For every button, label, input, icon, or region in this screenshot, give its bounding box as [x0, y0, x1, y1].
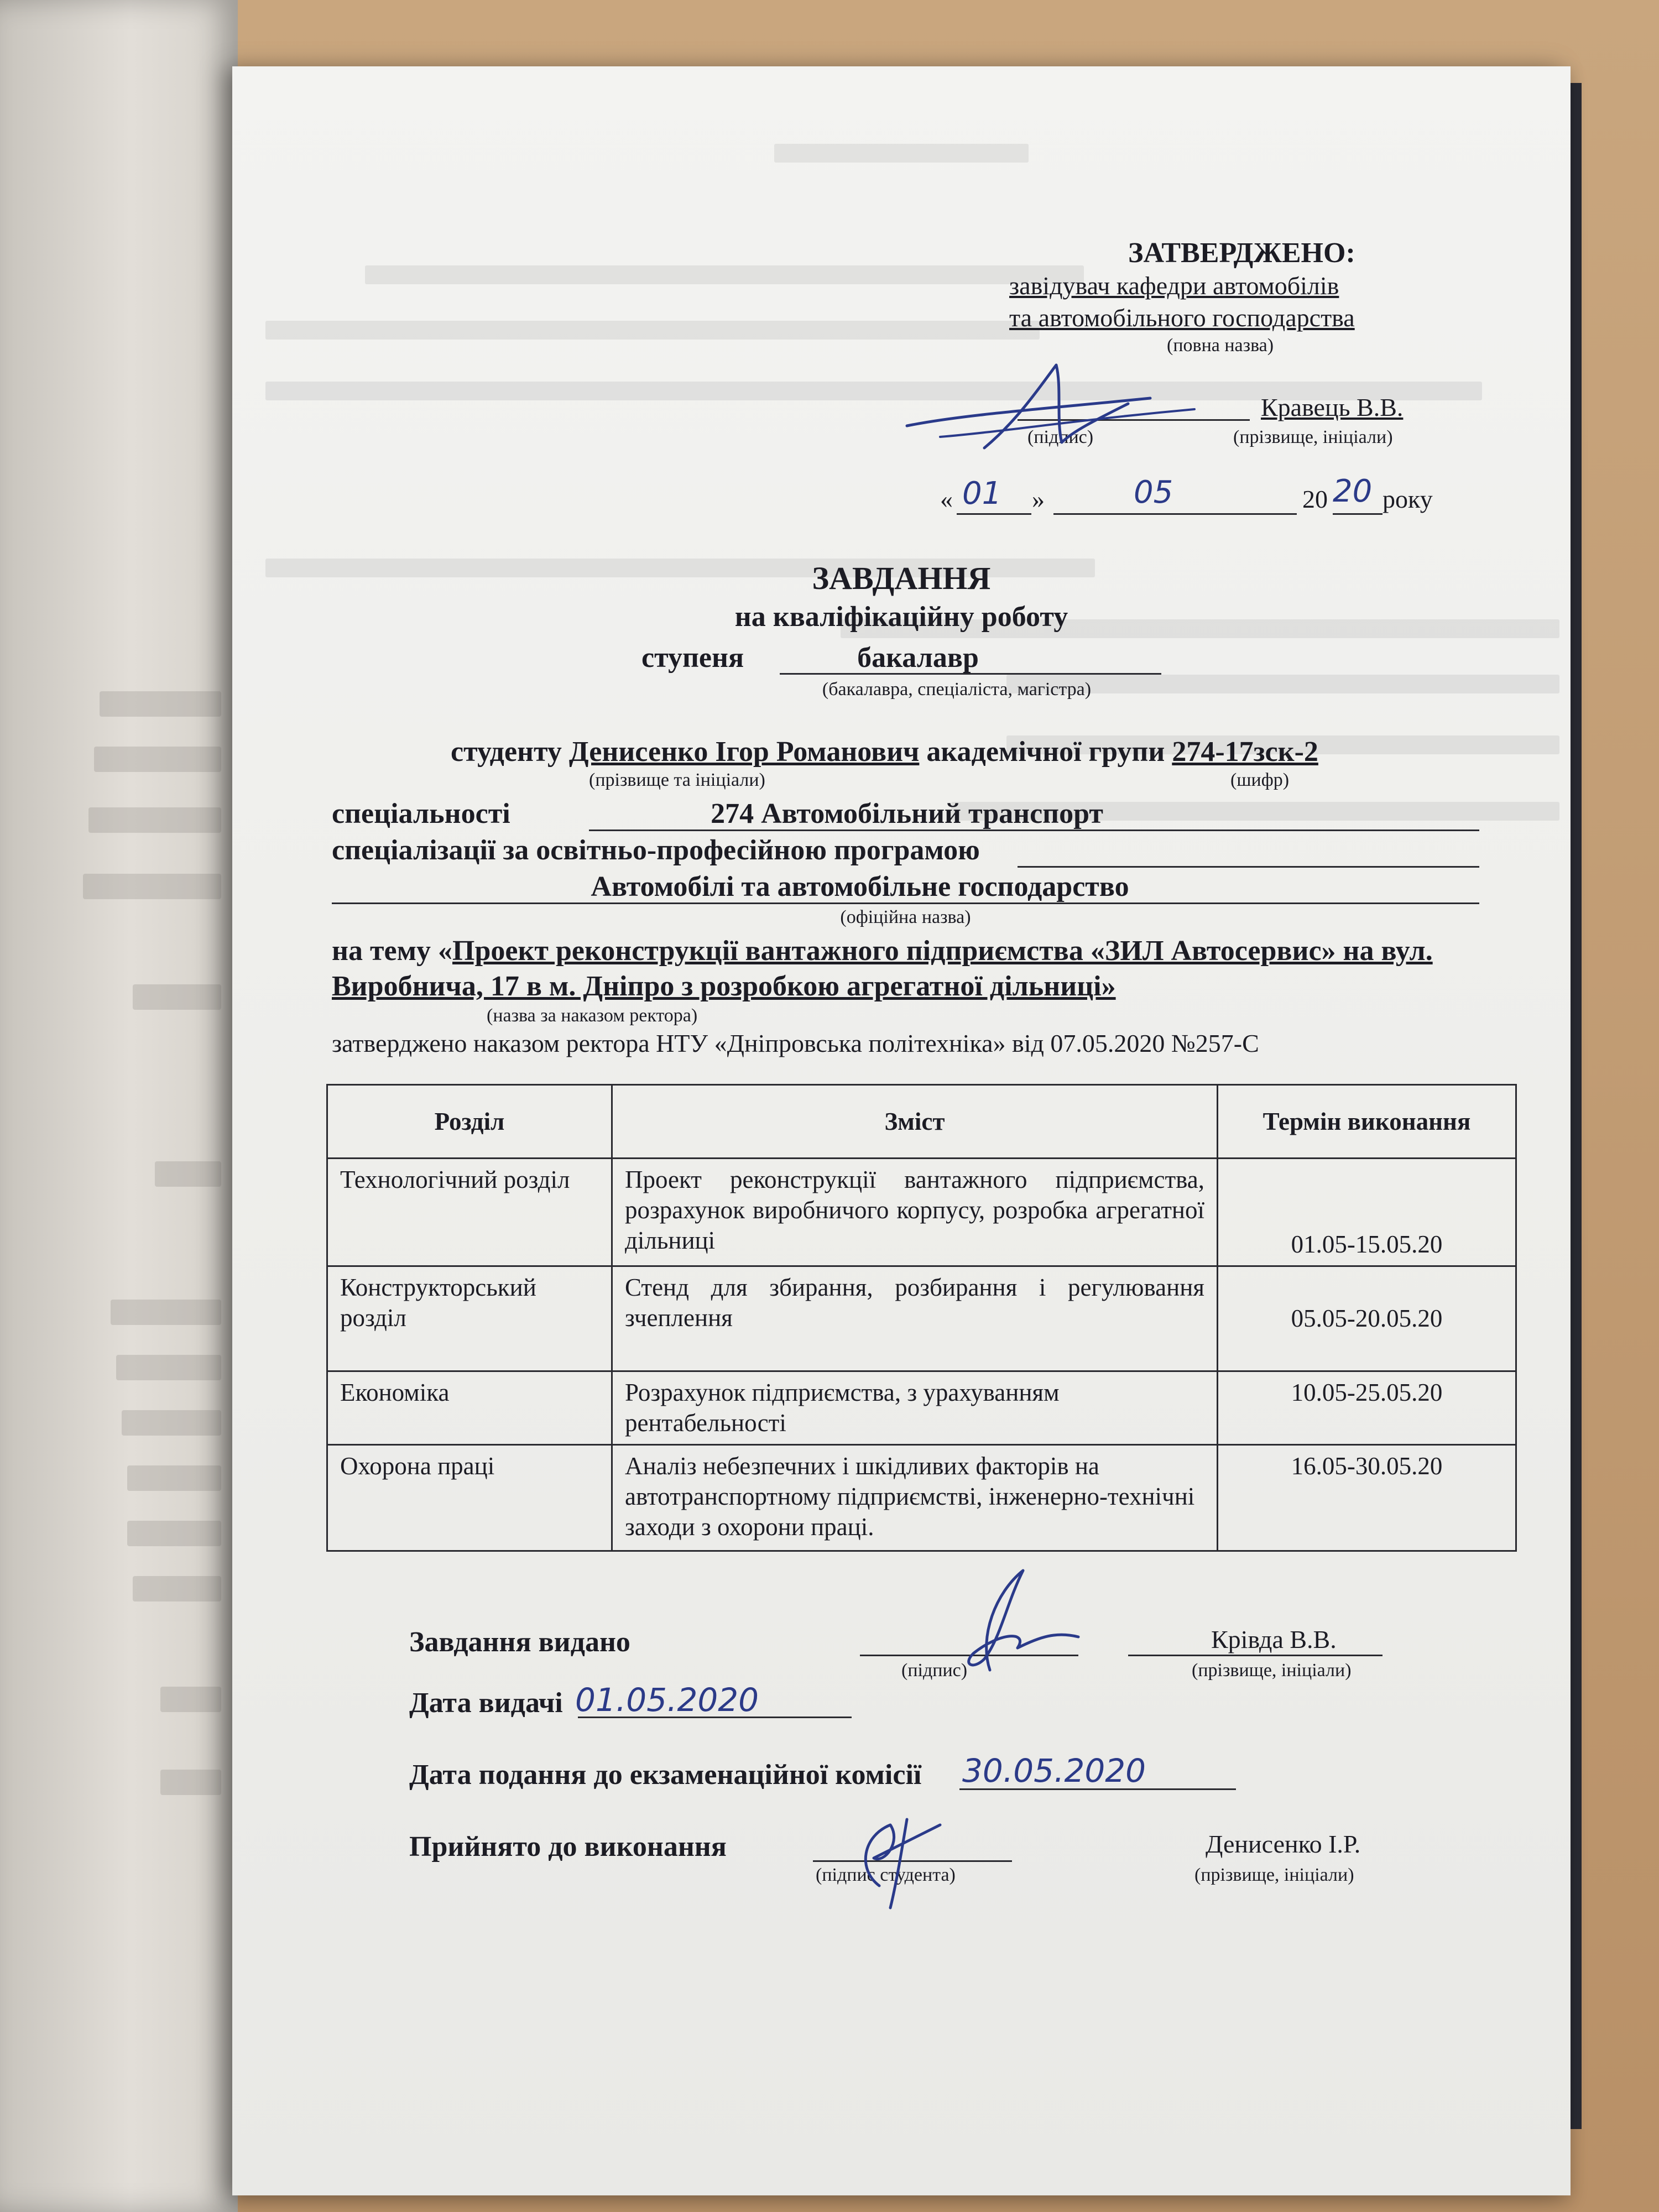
head-signature-image — [896, 354, 1206, 465]
approval-date-close: » — [1032, 485, 1045, 513]
table-cell-section: Технологічний розділ — [327, 1159, 612, 1266]
approval-date-open: « — [940, 485, 953, 513]
student-group: 274-17зск-2 — [1172, 736, 1318, 768]
submit-date-value: 30.05.2020 — [962, 1752, 1146, 1790]
document-title: ЗАВДАННЯ — [812, 560, 991, 596]
student-initials-hint: (прізвище, ініціали) — [1194, 1865, 1354, 1885]
approval-date-day: 01 — [962, 476, 1002, 512]
topic-line1: Проект реконструкції вантажного підприємства «ЗИЛ Автосервис» на вул. — [452, 935, 1433, 967]
issue-date-label: Дата видачі — [409, 1687, 563, 1719]
approval-full-name-hint: (повна назва) — [1167, 335, 1274, 356]
approval-date-year-suffix: 20 — [1333, 473, 1373, 509]
student-name: Денисенко Ігор Романович — [568, 736, 920, 768]
specialization-label: спеціалізації за освітньо-професійною програмою — [332, 834, 980, 866]
approval-department-line1: завідувач кафедри автомобілів — [1009, 272, 1339, 300]
specialization-value: Автомобілі та автомобільне господарство — [591, 871, 1129, 902]
issue-date-value: 01.05.2020 — [575, 1681, 759, 1719]
group-label: академічної групи — [926, 736, 1165, 768]
table-row — [327, 1444, 1516, 1551]
approval-head-name: Кравець В.В. — [1261, 393, 1404, 421]
table-cell-content: Розрахунок підприємства, з урахуванням рентабельності — [612, 1371, 1218, 1445]
student-signature-hint: (підпис студента) — [816, 1865, 956, 1885]
specialty-label: спеціальності — [332, 798, 510, 830]
issuer-signature-image — [912, 1559, 1089, 1687]
degree-label: ступеня — [641, 642, 744, 674]
table-header-section: Розділ — [327, 1085, 612, 1159]
table-cell-section: Економіка — [327, 1371, 612, 1445]
table-row — [327, 1371, 1516, 1445]
table-cell-section: Охорона праці — [327, 1444, 612, 1551]
approval-department-line2: та автомобільного господарства — [1009, 304, 1355, 332]
table-cell-term: 01.05-15.05.20 — [1218, 1159, 1516, 1266]
approval-date-year-prefix: 20 — [1302, 485, 1328, 513]
accepted-label: Прийнято до виконання — [409, 1831, 727, 1863]
student-group-hint: (шифр) — [1230, 770, 1290, 790]
topic-label: на тему « — [332, 935, 453, 967]
specialization-hint: (офіційна назва) — [840, 907, 971, 927]
document-subtitle: на кваліфікаційну роботу — [734, 601, 1068, 633]
student-short-name: Денисенко І.Р. — [1206, 1830, 1361, 1858]
table-header-term: Термін виконання — [1218, 1085, 1516, 1159]
issued-initials-hint: (прізвище, ініціали) — [1192, 1660, 1352, 1681]
table-cell-content: Стенд для збирання, розбирання і регулювання зчеплення — [612, 1266, 1218, 1371]
table-cell-content: Проект реконструкції вантажного підприємства, розрахунок виробничого корпусу, розробка агрегатної дільниці — [612, 1159, 1218, 1266]
topic-line2: Виробнича, 17 в м. Дніпро з розробкою агрегатної дільниці» — [332, 971, 1116, 1002]
table-header-content: Зміст — [612, 1085, 1218, 1159]
table-cell-content: Аналіз небезпечних і шкідливих факторів на автотранспортному підприємстві, інженерно-технічні заходи з охорони праці. — [612, 1444, 1218, 1551]
work-plan-table — [326, 1084, 1517, 1552]
student-name-hint: (прізвище та ініціали) — [589, 770, 765, 790]
issued-signature-hint: (підпис) — [901, 1660, 968, 1681]
table-row — [327, 1159, 1516, 1266]
table-cell-term: 16.05-30.05.20 — [1218, 1444, 1516, 1551]
table-cell-section: Конструкторський розділ — [327, 1266, 612, 1371]
previous-page — [0, 0, 238, 2212]
approval-date-word: року — [1383, 485, 1433, 513]
specialty-value: 274 Автомобільний транспорт — [711, 798, 1103, 830]
issued-name: Крівда В.В. — [1211, 1625, 1337, 1653]
issued-label: Завдання видано — [409, 1626, 630, 1658]
approval-heading: ЗАТВЕРДЖЕНО: — [1128, 237, 1355, 269]
topic-approved-order: затверджено наказом ректора НТУ «Дніпровська політехніка» від 07.05.2020 №257-С — [332, 1029, 1259, 1057]
submit-date-label: Дата подання до екзаменаційної комісії — [409, 1759, 922, 1791]
table-row — [327, 1266, 1516, 1371]
approval-initials-hint: (прізвище, ініціали) — [1233, 427, 1393, 447]
table-cell-term: 05.05-20.05.20 — [1218, 1266, 1516, 1371]
topic-hint: (назва за наказом ректора) — [487, 1005, 698, 1026]
approval-signature-hint: (підпис) — [1027, 427, 1094, 447]
approval-date-month: 05 — [1134, 474, 1173, 510]
table-cell-term: 10.05-25.05.20 — [1218, 1371, 1516, 1445]
student-signature-image — [830, 1803, 951, 1913]
student-label: студенту — [451, 736, 562, 768]
degree-value: бакалавр — [857, 642, 979, 674]
table-header-row — [327, 1085, 1516, 1159]
degree-hint: (бакалавра, спеціаліста, магістра) — [822, 679, 1092, 700]
